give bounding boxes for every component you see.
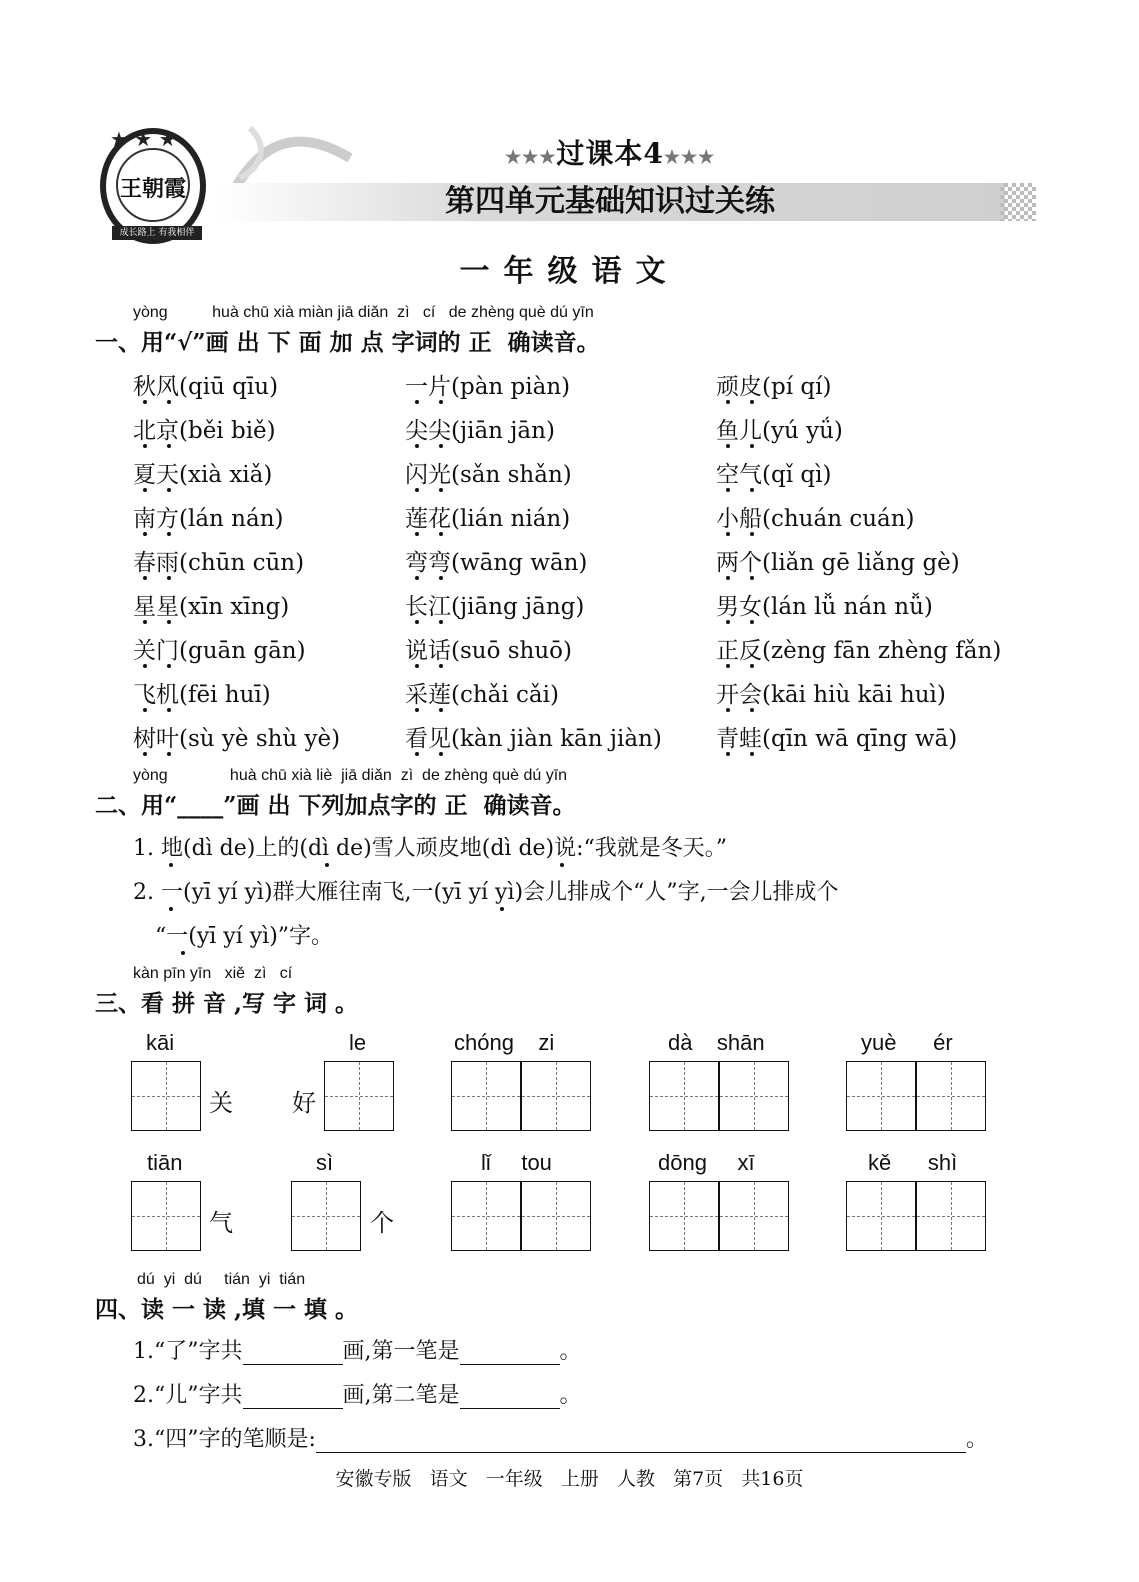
emphasis-dot xyxy=(750,620,754,624)
pronunciation-item[interactable]: 空气(qǐ qì) xyxy=(716,462,832,488)
emphasis-dot xyxy=(726,752,730,756)
word-pinyin: yuè ér xyxy=(861,1030,953,1055)
word-pinyin: sì xyxy=(316,1150,334,1175)
writing-box[interactable] xyxy=(451,1061,521,1131)
emphasis-dot xyxy=(726,664,730,668)
banner-checker-pattern xyxy=(1000,183,1036,221)
word-pinyin: kāi xyxy=(146,1030,175,1055)
section1-heading: 一、用“√”画 出 下 面 加 点 字词的 正 确读音。 xyxy=(95,329,600,356)
emphasis-dot xyxy=(167,400,171,404)
emphasis-dot xyxy=(750,664,754,668)
writing-box[interactable] xyxy=(649,1061,719,1131)
emphasis-dot xyxy=(750,532,754,536)
pronunciation-item[interactable]: 小船(chuán cuán) xyxy=(716,506,915,532)
emphasis-dot xyxy=(415,400,419,404)
pronunciation-item[interactable]: 关门(guān gān) xyxy=(133,638,306,664)
emphasis-dot xyxy=(167,532,171,536)
section3-pinyin: kàn pīn yīn xiě zì cí xyxy=(133,965,293,982)
writing-box[interactable] xyxy=(291,1181,361,1251)
emphasis-dot xyxy=(415,532,419,536)
emphasis-dot xyxy=(143,532,147,536)
emphasis-dot xyxy=(750,488,754,492)
emphasis-dot xyxy=(167,708,171,712)
section1-pinyin: yòng huà chū xià miàn jiā diǎn zì cí de zhèng què dú yīn xyxy=(133,304,594,321)
pronunciation-item[interactable]: 顽皮(pí qí) xyxy=(716,374,832,400)
emphasis-dot xyxy=(750,400,754,404)
emphasis-dot xyxy=(750,708,754,712)
word-pinyin: chóng zi xyxy=(454,1030,555,1055)
answer-blank[interactable] xyxy=(460,1342,560,1365)
given-char: 好 xyxy=(292,1089,316,1117)
emphasis-dot xyxy=(726,532,730,536)
pronunciation-item[interactable]: 一片(pàn piàn) xyxy=(405,374,571,400)
writing-box[interactable] xyxy=(846,1061,916,1131)
word-pinyin: dōng xī xyxy=(658,1150,755,1175)
writing-box[interactable] xyxy=(451,1181,521,1251)
emphasis-dot xyxy=(167,620,171,624)
emphasis-dot xyxy=(415,664,419,668)
writing-box[interactable] xyxy=(846,1181,916,1251)
emphasis-dot xyxy=(143,444,147,448)
emphasis-dot xyxy=(750,752,754,756)
pronunciation-item[interactable]: 长江(jiāng jāng) xyxy=(405,594,585,620)
emphasis-dot xyxy=(167,752,171,756)
emphasis-dot xyxy=(143,708,147,712)
pronunciation-item[interactable]: 鱼儿(yú yǘ) xyxy=(716,418,843,444)
question-2: 2.“儿”字共 画,第二笔是 。 xyxy=(133,1383,582,1408)
emphasis-dot xyxy=(415,620,419,624)
given-char: 气 xyxy=(209,1209,233,1237)
grade-subject: 一年级语文 xyxy=(459,254,680,289)
pronunciation-item[interactable]: 开会(kāi hiù kāi huì) xyxy=(716,682,946,708)
writing-box[interactable] xyxy=(131,1181,201,1251)
question-1: 1.“了”字共 画,第一笔是 。 xyxy=(133,1339,582,1364)
answer-blank[interactable] xyxy=(316,1430,966,1453)
pronunciation-item[interactable]: 两个(liǎn gē liǎng gè) xyxy=(716,550,960,576)
emphasis-dot xyxy=(726,576,730,580)
emphasis-dot xyxy=(439,664,443,668)
writing-box[interactable] xyxy=(916,1181,986,1251)
emphasis-dot xyxy=(750,576,754,580)
logo-name: 王朝霞 xyxy=(119,176,186,202)
writing-box[interactable] xyxy=(131,1061,201,1131)
emphasis-dot xyxy=(143,664,147,668)
emphasis-dot xyxy=(415,708,419,712)
emphasis-dot xyxy=(415,488,419,492)
pronunciation-item[interactable]: 北京(běi biě) xyxy=(133,418,276,444)
pronunciation-item[interactable]: 男女(lán lǚ nán nǚ) xyxy=(716,594,933,620)
emphasis-dot xyxy=(439,576,443,580)
emphasis-dot xyxy=(143,400,147,404)
emphasis-dot xyxy=(439,488,443,492)
pronunciation-item[interactable]: 青蛙(qīn wā qīng wā) xyxy=(716,726,958,752)
section2-line-2: 2. 一(yī yí yì)群大雁往南飞,一(yī yí yì)会儿排成个“人”字,一会儿排成个 xyxy=(133,880,839,905)
word-pinyin: tiān xyxy=(147,1150,183,1175)
writing-box[interactable] xyxy=(916,1061,986,1131)
writing-box[interactable] xyxy=(324,1061,394,1131)
emphasis-dot xyxy=(167,444,171,448)
answer-blank[interactable] xyxy=(243,1342,343,1365)
given-char: 个 xyxy=(370,1209,394,1237)
pronunciation-item[interactable]: 秋风(qiū qīu) xyxy=(133,374,279,400)
pronunciation-item[interactable]: 莲花(lián nián) xyxy=(405,506,571,532)
emphasis-dot xyxy=(439,620,443,624)
emphasis-dot xyxy=(726,488,730,492)
question-3: 3.“四”字的笔顺是: 。 xyxy=(133,1427,988,1452)
writing-box[interactable] xyxy=(719,1061,789,1131)
emphasis-dot xyxy=(143,576,147,580)
pronunciation-item[interactable]: 采莲(chǎi cǎi) xyxy=(405,682,559,708)
series-title: ★★★过课本4★★★ xyxy=(505,137,716,170)
emphasis-dot xyxy=(415,752,419,756)
writing-box[interactable] xyxy=(649,1181,719,1251)
emphasis-dot xyxy=(143,488,147,492)
emphasis-dot xyxy=(439,532,443,536)
pronunciation-item[interactable]: 看见(kàn jiàn kān jiàn) xyxy=(405,726,662,752)
pronunciation-item[interactable]: 树叶(sù yè shù yè) xyxy=(133,726,341,752)
emphasis-dot xyxy=(415,444,419,448)
emphasis-dot xyxy=(439,708,443,712)
pronunciation-item[interactable]: 尖尖(jiān jān) xyxy=(405,418,555,444)
section2-line-3: “一(yī yí yì)”字。 xyxy=(155,924,334,949)
pronunciation-item[interactable]: 春雨(chūn cūn) xyxy=(133,550,305,576)
section2-pinyin: yòng huà chū xià liè jiā diǎn zì de zhèng què dú yīn xyxy=(133,767,568,784)
emphasis-dot xyxy=(439,444,443,448)
pronunciation-item[interactable]: 说话(suō shuō) xyxy=(405,638,572,664)
page-footer: 安徽专版 语文 一年级 上册 人教 第7页 共16页 xyxy=(335,1468,804,1490)
section3-heading: 三、看 拼 音 ,写 字 词 。 xyxy=(95,990,359,1017)
emphasis-dot xyxy=(143,752,147,756)
svg-text:★ ★ ★: ★ ★ ★ xyxy=(110,127,177,151)
emphasis-dot xyxy=(726,620,730,624)
writing-box[interactable] xyxy=(719,1181,789,1251)
given-char: 关 xyxy=(209,1089,233,1117)
section2-heading: 二、用“____”画 出 下列加点字的 正 确读音。 xyxy=(95,792,576,819)
word-pinyin: lǐ tou xyxy=(481,1150,552,1175)
section4-pinyin: dú yi dú tián yi tián xyxy=(137,1271,306,1288)
page-title: 第四单元基础知识过关练 xyxy=(445,184,775,219)
emphasis-dot xyxy=(167,664,171,668)
answer-blank[interactable] xyxy=(243,1386,343,1409)
writing-box[interactable] xyxy=(521,1061,591,1131)
emphasis-dot xyxy=(415,576,419,580)
pronunciation-item[interactable]: 闪光(sǎn shǎn) xyxy=(405,462,572,488)
emphasis-dot xyxy=(439,752,443,756)
emphasis-dot xyxy=(143,620,147,624)
emphasis-dot xyxy=(726,400,730,404)
logo-band: 成长路上 有我相伴 xyxy=(112,226,202,240)
series-name: 过课本4 xyxy=(556,137,664,170)
word-pinyin: dà shān xyxy=(668,1030,765,1055)
word-pinyin: le xyxy=(349,1030,367,1055)
pronunciation-item[interactable]: 夏天(xià xiǎ) xyxy=(133,462,273,488)
pronunciation-item[interactable]: 南方(lán nán) xyxy=(133,506,284,532)
emphasis-dot xyxy=(167,576,171,580)
emphasis-dot xyxy=(750,444,754,448)
pronunciation-item[interactable]: 飞机(fēi huī) xyxy=(133,682,271,708)
section4-heading: 四、读 一 读 ,填 一 填 。 xyxy=(95,1296,359,1323)
pronunciation-item[interactable]: 弯弯(wāng wān) xyxy=(405,550,588,576)
emphasis-dot xyxy=(726,444,730,448)
logo-stars-icon xyxy=(106,124,202,154)
emphasis-dot xyxy=(439,400,443,404)
word-pinyin: kě shì xyxy=(868,1150,958,1175)
answer-blank[interactable] xyxy=(460,1386,560,1409)
emphasis-dot xyxy=(167,488,171,492)
emphasis-dot xyxy=(726,708,730,712)
writing-box[interactable] xyxy=(521,1181,591,1251)
pronunciation-item[interactable]: 正反(zèng fān zhèng fǎn) xyxy=(716,638,1002,664)
pronunciation-item[interactable]: 星星(xīn xīng) xyxy=(133,594,290,620)
section2-line-1: 1. 地(dì de)上的(dì de)雪人顽皮地(dì de)说:“我就是冬天。” xyxy=(133,836,728,861)
